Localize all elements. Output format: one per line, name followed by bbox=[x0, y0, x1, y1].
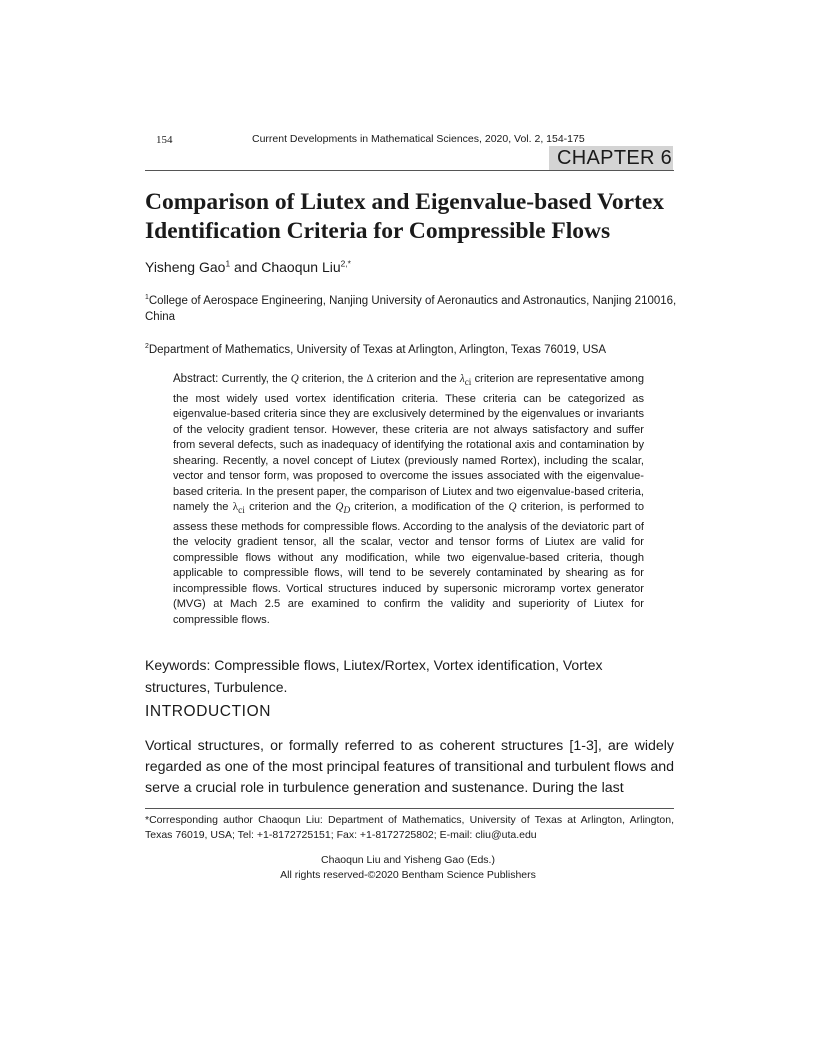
page-footer bbox=[0, 853, 816, 882]
author-affiliation-mark: 2,* bbox=[340, 258, 351, 269]
paper-title: Comparison of Liutex and Eigenvalue-based Vortex Identification Criteria for Compressible Flows bbox=[145, 189, 665, 244]
qd-subscript: D bbox=[343, 506, 351, 517]
affiliation-mark: 2 bbox=[145, 343, 149, 351]
chapter-rule bbox=[145, 170, 674, 171]
delta-symbol: Δ bbox=[366, 373, 374, 385]
author-name: Yisheng Gao bbox=[145, 259, 226, 275]
abstract-label: Abstract: bbox=[173, 373, 219, 385]
keywords bbox=[145, 654, 665, 698]
abstract-text: criterion are representative among the most widely used vortex identification criteria. These criteria can be categorized as eigenvalue-based criteria since they are exclusively determined by the eigenvalues or invariants of the velocity gradient tensor. However, these criteria are not always satisfactory and suffer from several defects, such as inadequacy of identifying the rotational axis and contamination by shearing. Recently, a novel concept of Liutex (previously named Rortex), including the scalar, vector and tensor form, was proposed to overcome the issues associated with the eigenvalue-based criteria. In the present paper, the comparison of Liutex and two eigenvalue-based criteria, namely the bbox=[173, 373, 644, 514]
author-name: Chaoqun Liu bbox=[261, 259, 341, 275]
abstract-text: Currently, the bbox=[221, 373, 288, 385]
affiliation bbox=[145, 293, 677, 325]
author-connector: and bbox=[230, 259, 262, 275]
abstract-text: criterion, the bbox=[302, 373, 364, 385]
q-symbol: Q bbox=[335, 501, 344, 514]
author-affiliation-mark: 1 bbox=[225, 258, 231, 269]
rights-line: All rights reserved-©2020 Bentham Science Publishers bbox=[280, 868, 536, 881]
affiliation-text: College of Aerospace Engineering, Nanjing University of Aeronautics and Astronautics, Nanjing 210016, China bbox=[145, 295, 677, 323]
abstract-text: criterion, a modification of the bbox=[354, 501, 505, 514]
page-number: 154 bbox=[156, 134, 173, 146]
affiliation bbox=[145, 342, 677, 358]
lambda-symbol: λ bbox=[459, 373, 465, 385]
body-paragraph: Vortical structures, or formally referred to as coherent structures [1-3], are widely regarded as one of the most principal features of transitional and turbulent flows and serve a crucial role in turbulence generation and sustenance. During the last bbox=[145, 738, 674, 796]
abstract bbox=[173, 372, 644, 628]
q-symbol: Q bbox=[290, 373, 299, 385]
section-heading: INTRODUCTION bbox=[145, 703, 272, 720]
lambda-symbol: λ bbox=[232, 501, 239, 514]
abstract-text: criterion, is performed to assess these methods for compressible flows. According to the analysis of the deviatoric part of the velocity gradient tensor, all the scalar, vector and tensor forms of Liutex are valid for compressible flows without any modification, while two eigenvalue-based criteria, though applicable to compressible flows, will tend to be severely contaminated by shearing as for incompressible flows. Vortical structures induced by supersonic microramp vortex generator (MVG) at Mach 2.5 are examined to confirm the validity and superiority of Liutex for compressible flows. bbox=[173, 501, 644, 626]
editors-line: Chaoqun Liu and Yisheng Gao (Eds.) bbox=[321, 854, 495, 866]
author-list bbox=[145, 259, 351, 275]
keywords-text: Compressible flows, Liutex/Rortex, Vortex identification, Vortex structures, Turbulence. bbox=[145, 657, 603, 695]
affiliation-text: Department of Mathematics, University of Texas at Arlington, Arlington, Texas 76019, USA bbox=[148, 344, 607, 356]
lambda-subscript: ci bbox=[464, 378, 472, 389]
keywords-label: Keywords: bbox=[145, 657, 211, 673]
abstract-text: criterion and the bbox=[249, 501, 332, 514]
abstract-text: criterion and the bbox=[376, 373, 457, 385]
chapter-label: CHAPTER 6 bbox=[549, 146, 673, 170]
running-head: Current Developments in Mathematical Sciences, 2020, Vol. 2, 154-175 bbox=[252, 133, 585, 145]
footnote: *Corresponding author Chaoqun Liu: Department of Mathematics, University of Texas at Arlington, Arlington, Texas 76019, USA; Tel: +1-8172725151; Fax: +1-8172725802; E-mail: cliu@uta.edu bbox=[145, 814, 674, 841]
footnote-rule bbox=[145, 808, 674, 809]
affiliation-mark: 1 bbox=[145, 294, 149, 302]
q-symbol: Q bbox=[508, 501, 517, 514]
lambda-subscript: ci bbox=[238, 506, 245, 517]
